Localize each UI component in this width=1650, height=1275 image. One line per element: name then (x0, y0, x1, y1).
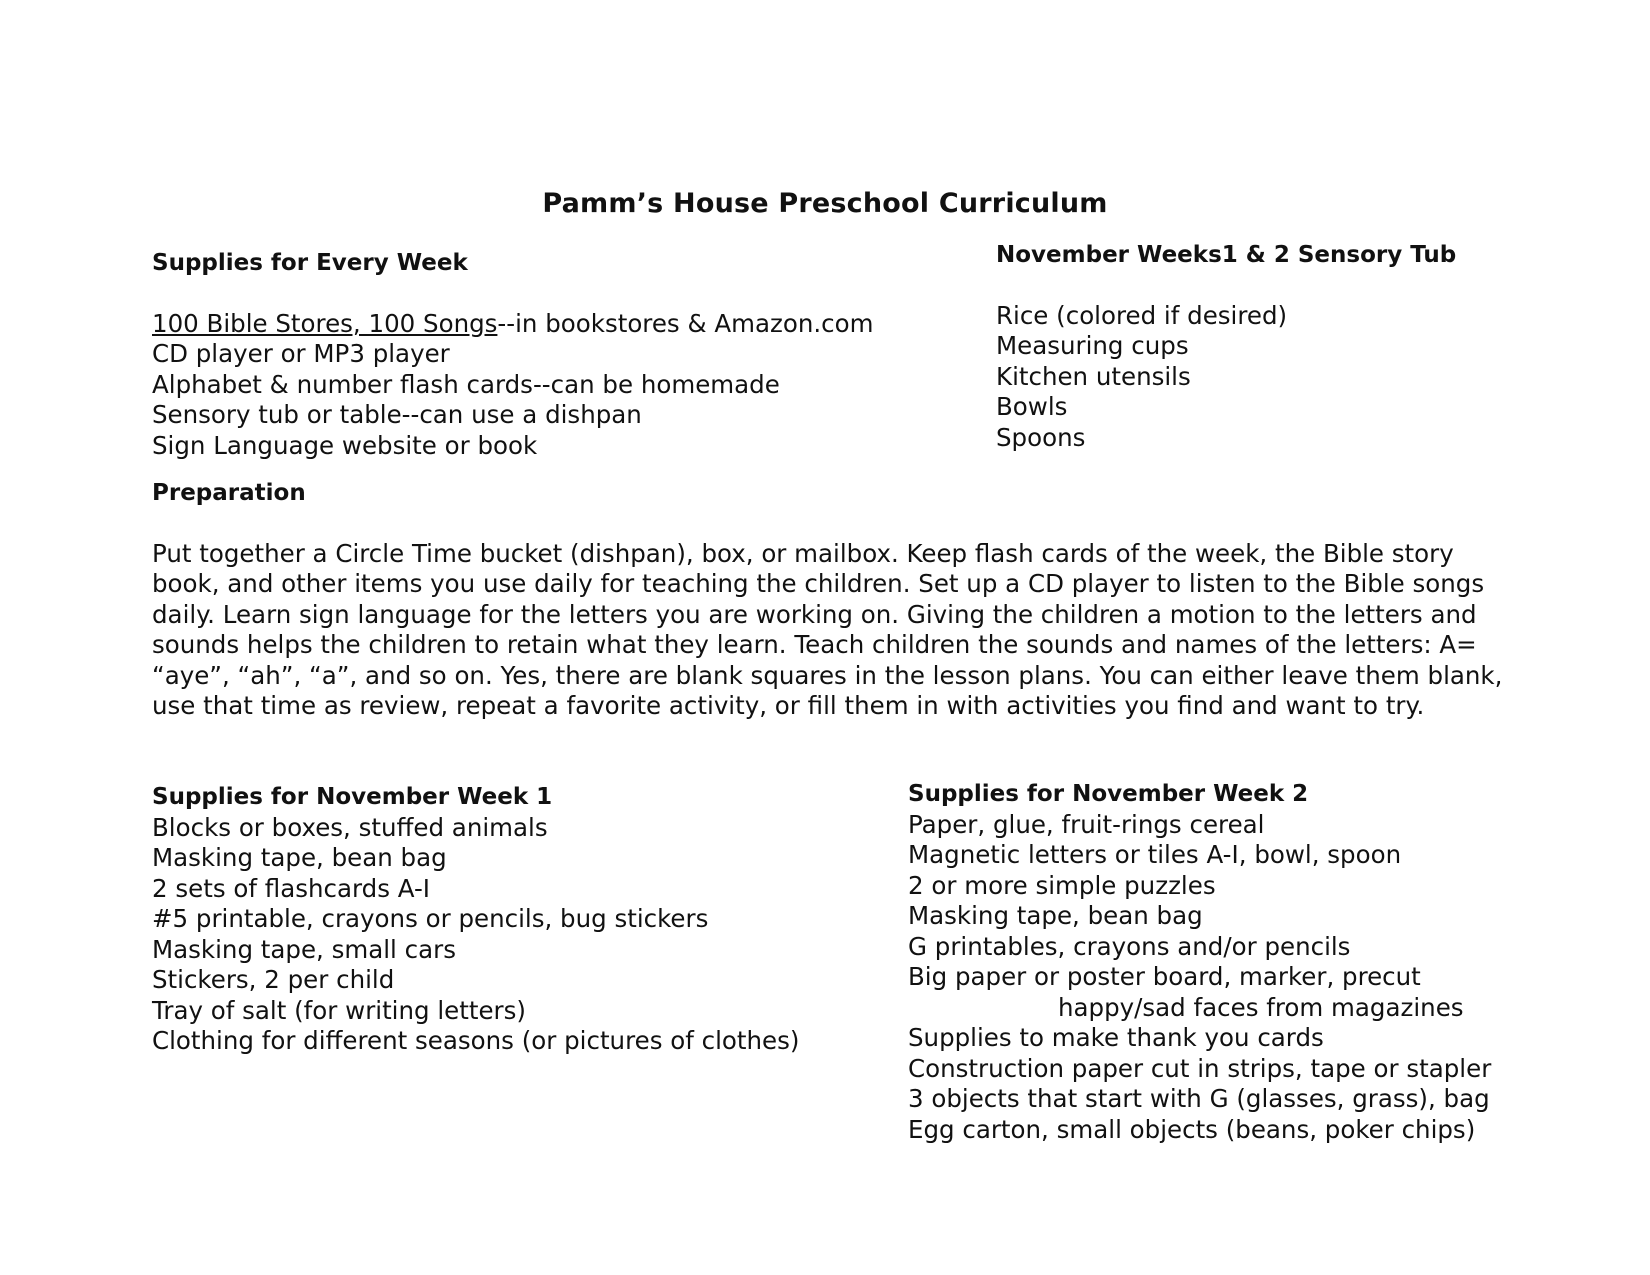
paragraph-line: use that time as review, repeat a favorite activity, or fill them in with activities you find and want to try. (152, 691, 1425, 720)
week1-section (152, 782, 799, 1057)
list-item: 3 objects that start with G (glasses, grass), bag (908, 1084, 1490, 1113)
list-item: Paper, glue, fruit-rings cereal (908, 809, 1265, 839)
list-item: Spoons (996, 422, 1086, 452)
list-item: Tray of salt (for writing letters) (152, 995, 526, 1025)
list-item: Stickers, 2 per child (152, 965, 395, 994)
list-item: Sensory tub or table--can use a dishpan (152, 400, 642, 429)
list-item: #5 printable, crayons or pencils, bug stickers (152, 904, 709, 933)
sensory-tub-section (996, 240, 1456, 453)
sensory-tub-heading: November Weeks1 & 2 Sensory Tub (996, 242, 1457, 268)
list-item: Magnetic letters or tiles A-I, bowl, spoon (908, 840, 1402, 869)
list-item: Kitchen utensils (996, 361, 1191, 391)
list-item: Clothing for different seasons (or pictures of clothes) (152, 1026, 800, 1055)
list-item: Construction paper cut in strips, tape or stapler (908, 1053, 1492, 1083)
week2-section (908, 779, 1491, 1145)
paragraph-line: book, and other items you use daily for teaching the children. Set up a CD player to listen to the Bible songs (152, 569, 1485, 598)
list-item: Alphabet & number flash cards--can be homemade (152, 369, 780, 399)
list-item: Big paper or poster board, marker, precut (908, 962, 1421, 991)
every-week-section (152, 248, 874, 461)
paragraph-line: sounds helps the children to retain what they learn. Teach children the sounds and names of the letters: A= (152, 630, 1477, 659)
list-item (152, 309, 874, 340)
list-item: Masking tape, small cars (152, 934, 456, 964)
week2-heading: Supplies for November Week 2 (908, 781, 1309, 807)
paragraph-line: “aye”, “ah”, “a”, and so on. Yes, there are blank squares in the lesson plans. You can either leave them blank, (152, 660, 1503, 690)
list-item: Measuring cups (996, 331, 1189, 360)
list-item: Blocks or boxes, stuffed animals (152, 812, 548, 842)
list-item: Egg carton, small objects (beans, poker chips) (908, 1114, 1476, 1144)
list-item: Masking tape, bean bag (152, 843, 447, 872)
list-item: CD player or MP3 player (152, 339, 450, 368)
every-week-heading: Supplies for Every Week (152, 250, 468, 276)
paragraph-line: Put together a Circle Time bucket (dishpan), box, or mailbox. Keep flash cards of the week, the Bible story (152, 538, 1454, 568)
preparation-heading: Preparation (152, 480, 306, 506)
preparation-paragraph (152, 539, 1512, 722)
list-item: 2 or more simple puzzles (908, 870, 1216, 900)
preparation-section (152, 478, 1512, 722)
week1-heading: Supplies for November Week 1 (152, 784, 553, 810)
book-title-rest: --in bookstores & Amazon.com (497, 308, 874, 338)
book-title: 100 Bible Stores, 100 Songs (152, 308, 498, 338)
list-item: 2 sets of flashcards A-I (152, 873, 431, 903)
list-item: Masking tape, bean bag (908, 901, 1203, 930)
list-item: Supplies to make thank you cards (908, 1023, 1324, 1052)
list-item: Sign Language website or book (152, 430, 538, 460)
list-item: happy/sad faces from magazines (1058, 992, 1464, 1022)
list-item: G printables, crayons and/or pencils (908, 931, 1351, 961)
paragraph-line: daily. Learn sign language for the letters you are working on. Giving the children a motion to the letters and (152, 599, 1477, 629)
list-item: Bowls (996, 392, 1068, 421)
list-item: Rice (colored if desired) (996, 300, 1288, 330)
page-title: Pamm’s House Preschool Curriculum (542, 188, 1108, 219)
